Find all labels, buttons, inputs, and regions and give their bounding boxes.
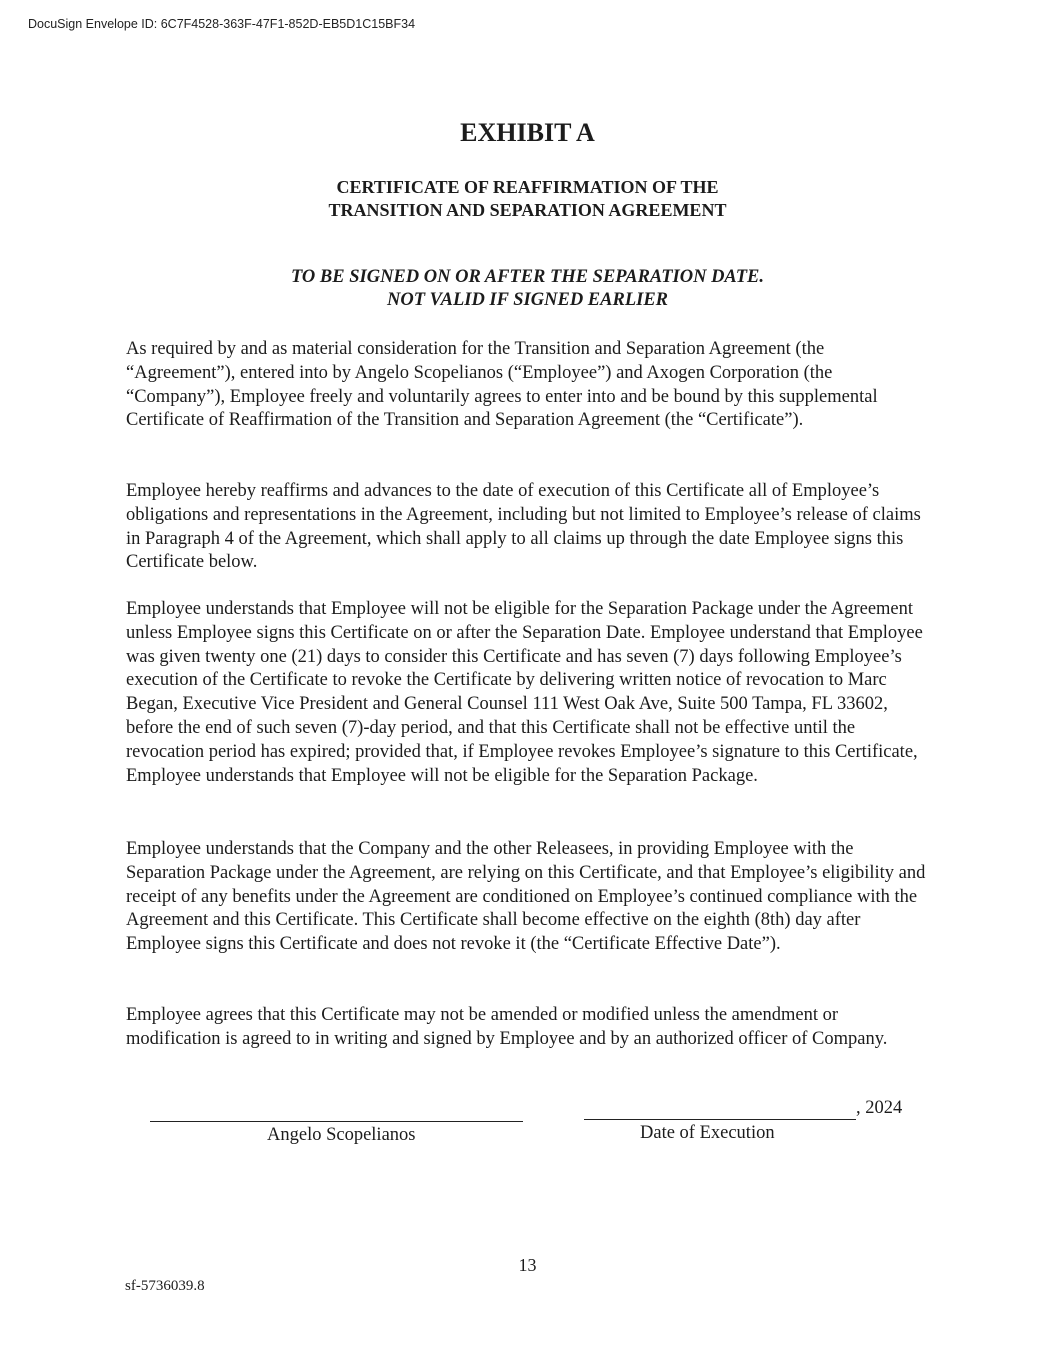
certificate-title-line-2: TRANSITION AND SEPARATION AGREEMENT bbox=[328, 200, 727, 220]
envelope-id: DocuSign Envelope ID: 6C7F4528-363F-47F1-852D-EB5D1C15BF34 bbox=[28, 17, 416, 31]
date-of-execution-line bbox=[584, 1119, 856, 1120]
paragraph-effective-date: Employee understands that the Company and the other Releasees, in providing Employee with the Separation Package under the Agreement, are relying on this Certificate, and that Employee’s eligibility and receipt of any benefits under the Agreement are conditioned on Employee’s continued compliance with the Agreement and this Certificate. This Certificate shall become effective on the eighth (8th) day after Employee signs this Certificate and does not revoke it (the “Certificate Effective Date”). bbox=[126, 839, 926, 955]
date-of-execution-label: Date of Execution bbox=[640, 1123, 775, 1143]
signing-warning bbox=[0, 266, 1055, 312]
page-number: 13 bbox=[518, 1255, 537, 1275]
paragraph-reaffirmation-intro: As required by and as material consideration for the Transition and Separation Agreement (the “Agreement”), entered into by Angelo Scopelianos (“Employee”) and Axogen Corporation (the “Company”), Employee freely and voluntarily agrees to enter into and be bound by this supplemental Certificate of Reaffirmation of the Transition and Separation Agreement (the “Certificate”). bbox=[126, 339, 878, 431]
employee-signature-label: Angelo Scopelianos bbox=[267, 1125, 416, 1145]
paragraph-amendment: Employee agrees that this Certificate may not be amended or modified unless the amendment or modification is agreed to in writing and signed by Employee and by an authorized officer of Company. bbox=[126, 1005, 888, 1049]
paragraph-obligations: Employee hereby reaffirms and advances to the date of execution of this Certificate all of Employee’s obligations and representations in the Agreement, including but not limited to Employee’s release of claims in Paragraph 4 of the Agreement, which shall apply to all claims up through the date Employee signs this Certificate below. bbox=[126, 481, 921, 573]
paragraph-revocation: Employee understands that Employee will not be eligible for the Separation Package under the Agreement unless Employee signs this Certificate on or after the Separation Date. Employee understand that Employee was given twenty one (21) days to consider this Certificate and has seven (7) days following Employee’s execution of the Certificate to revoke the Certificate by delivering written notice of revocation to Marc Began, Executive Vice President and General Counsel 111 West Oak Ave, Suite 500 Tampa, FL 33602, before the end of such seven (7)-day period, and that this Certificate shall not be effective until the revocation period has expired; provided that, if Employee revokes Employee’s signature to this Certificate, Employee understands that Employee will not be eligible for the Separation Package. bbox=[126, 599, 923, 786]
signing-warning-line-1: TO BE SIGNED ON OR AFTER THE SEPARATION DATE. bbox=[290, 267, 765, 287]
signing-warning-line-2: NOT VALID IF SIGNED EARLIER bbox=[387, 290, 668, 310]
certificate-title bbox=[0, 176, 1055, 222]
document-id: sf-5736039.8 bbox=[125, 1278, 205, 1294]
certificate-title-line-1: CERTIFICATE OF REAFFIRMATION OF THE bbox=[336, 177, 719, 197]
signature-year: , 2024 bbox=[856, 1098, 903, 1118]
employee-signature-line bbox=[150, 1121, 523, 1122]
exhibit-heading: EXHIBIT A bbox=[460, 118, 595, 147]
